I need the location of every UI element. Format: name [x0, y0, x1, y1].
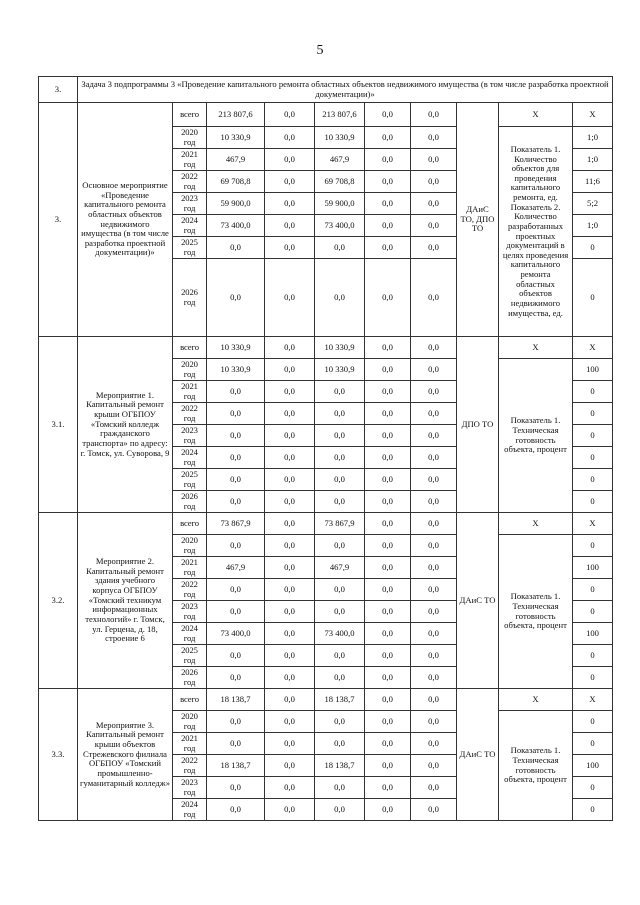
total-cell: 0,0: [207, 645, 265, 667]
indicator-name: Показатель 1. Техническая готовность объекта, процент: [499, 535, 573, 689]
period-cell: 2026 год: [173, 491, 207, 513]
indicator-value-cell: 100: [573, 755, 613, 777]
extra-cell: 0,0: [411, 337, 457, 359]
extra-cell: 0,0: [411, 259, 457, 337]
local-cell: 0,0: [365, 337, 411, 359]
local-cell: 0,0: [365, 667, 411, 689]
local-cell: 0,0: [365, 645, 411, 667]
regional-cell: 73 400,0: [315, 623, 365, 645]
period-cell: 2025 год: [173, 237, 207, 259]
extra-cell: 0,0: [411, 777, 457, 799]
period-cell: 2022 год: [173, 579, 207, 601]
local-cell: 0,0: [365, 193, 411, 215]
regional-cell: 0,0: [315, 259, 365, 337]
indicator-value-cell: 100: [573, 623, 613, 645]
period-cell: 2021 год: [173, 149, 207, 171]
federal-cell: 0,0: [265, 337, 315, 359]
total-cell: 0,0: [207, 237, 265, 259]
indicator-value-cell: 0: [573, 579, 613, 601]
task-number: 3.: [39, 77, 78, 103]
local-cell: 0,0: [365, 733, 411, 755]
indicator-value-cell: 0: [573, 645, 613, 667]
indicator-value-cell: 0: [573, 799, 613, 821]
extra-cell: 0,0: [411, 171, 457, 193]
local-cell: 0,0: [365, 425, 411, 447]
period-cell: всего: [173, 513, 207, 535]
federal-cell: 0,0: [265, 755, 315, 777]
period-cell: 2026 год: [173, 667, 207, 689]
local-cell: 0,0: [365, 403, 411, 425]
total-cell: 0,0: [207, 733, 265, 755]
regional-cell: 0,0: [315, 403, 365, 425]
extra-cell: 0,0: [411, 799, 457, 821]
regional-cell: 10 330,9: [315, 337, 365, 359]
federal-cell: 0,0: [265, 777, 315, 799]
regional-cell: 0,0: [315, 711, 365, 733]
indicator-value-cell: 100: [573, 557, 613, 579]
federal-cell: 0,0: [265, 513, 315, 535]
extra-cell: 0,0: [411, 711, 457, 733]
extra-cell: 0,0: [411, 425, 457, 447]
table-row: [39, 689, 613, 711]
period-cell: 2024 год: [173, 215, 207, 237]
indicator-unit-x: Х: [499, 103, 573, 127]
local-cell: 0,0: [365, 623, 411, 645]
extra-cell: 0,0: [411, 215, 457, 237]
local-cell: 0,0: [365, 259, 411, 337]
federal-cell: 0,0: [265, 469, 315, 491]
period-cell: 2024 год: [173, 623, 207, 645]
extra-cell: 0,0: [411, 127, 457, 149]
local-cell: 0,0: [365, 579, 411, 601]
local-cell: 0,0: [365, 491, 411, 513]
indicator-value-cell: 0: [573, 601, 613, 623]
page-number: 5: [316, 43, 324, 58]
local-cell: 0,0: [365, 469, 411, 491]
extra-cell: 0,0: [411, 447, 457, 469]
local-cell: 0,0: [365, 557, 411, 579]
extra-cell: 0,0: [411, 733, 457, 755]
period-cell: 2025 год: [173, 645, 207, 667]
total-cell: 0,0: [207, 667, 265, 689]
federal-cell: 0,0: [265, 215, 315, 237]
extra-cell: 0,0: [411, 645, 457, 667]
federal-cell: 0,0: [265, 103, 315, 127]
period-cell: 2021 год: [173, 733, 207, 755]
period-cell: 2020 год: [173, 359, 207, 381]
federal-cell: 0,0: [265, 425, 315, 447]
regional-cell: 467,9: [315, 149, 365, 171]
federal-cell: 0,0: [265, 535, 315, 557]
extra-cell: 0,0: [411, 601, 457, 623]
indicator-value-cell: 0: [573, 237, 613, 259]
indicator-value-cell: 0: [573, 535, 613, 557]
federal-cell: 0,0: [265, 381, 315, 403]
regional-cell: 73 400,0: [315, 215, 365, 237]
indicator-name: Показатель 1. Техническая готовность объекта, процент: [499, 711, 573, 821]
period-cell: 2020 год: [173, 711, 207, 733]
extra-cell: 0,0: [411, 491, 457, 513]
regional-cell: 0,0: [315, 491, 365, 513]
indicator-value-cell: 1;0: [573, 149, 613, 171]
regional-cell: 73 867,9: [315, 513, 365, 535]
indicator-value-cell: 0: [573, 469, 613, 491]
total-cell: 10 330,9: [207, 359, 265, 381]
indicator-value-cell: Х: [573, 103, 613, 127]
extra-cell: 0,0: [411, 689, 457, 711]
total-cell: 0,0: [207, 601, 265, 623]
indicator-value-cell: 1;0: [573, 215, 613, 237]
indicator-name: Показатель 1. Количество объектов для проведения капитального ремонта, ед. Показатель 2. Количество разработанных проектных документаций в целях проведения капитального ремонта областных объектов недвижимого имущества, ед.: [499, 127, 573, 337]
local-cell: 0,0: [365, 103, 411, 127]
table-row: [39, 513, 613, 535]
federal-cell: 0,0: [265, 193, 315, 215]
extra-cell: 0,0: [411, 513, 457, 535]
federal-cell: 0,0: [265, 359, 315, 381]
period-cell: 2023 год: [173, 193, 207, 215]
local-cell: 0,0: [365, 381, 411, 403]
indicator-value-cell: 1;0: [573, 127, 613, 149]
regional-cell: 18 138,7: [315, 755, 365, 777]
indicator-value-cell: 0: [573, 425, 613, 447]
indicator-value-cell: Х: [573, 689, 613, 711]
total-cell: 0,0: [207, 535, 265, 557]
total-cell: 0,0: [207, 425, 265, 447]
period-cell: 2026 год: [173, 259, 207, 337]
local-cell: 0,0: [365, 513, 411, 535]
period-cell: 2022 год: [173, 755, 207, 777]
task-title: Задача 3 подпрограммы 3 «Проведение капитального ремонта областных объектов недвижимого имущества (в том числе разработка проектной документации)»: [78, 77, 613, 103]
indicator-value-cell: 0: [573, 381, 613, 403]
regional-cell: 213 807,6: [315, 103, 365, 127]
federal-cell: 0,0: [265, 403, 315, 425]
regional-cell: 0,0: [315, 535, 365, 557]
section-number: 3.1.: [39, 337, 78, 513]
total-cell: 69 708,8: [207, 171, 265, 193]
regional-cell: 10 330,9: [315, 359, 365, 381]
regional-cell: 0,0: [315, 425, 365, 447]
indicator-value-cell: 0: [573, 403, 613, 425]
federal-cell: 0,0: [265, 259, 315, 337]
regional-cell: 0,0: [315, 645, 365, 667]
extra-cell: 0,0: [411, 149, 457, 171]
regional-cell: 0,0: [315, 777, 365, 799]
regional-cell: 0,0: [315, 799, 365, 821]
local-cell: 0,0: [365, 799, 411, 821]
indicator-value-cell: 100: [573, 359, 613, 381]
total-cell: 10 330,9: [207, 337, 265, 359]
period-cell: 2023 год: [173, 601, 207, 623]
local-cell: 0,0: [365, 535, 411, 557]
indicator-name: Показатель 1. Техническая готовность объекта, процент: [499, 359, 573, 513]
total-cell: 0,0: [207, 403, 265, 425]
total-cell: 467,9: [207, 149, 265, 171]
federal-cell: 0,0: [265, 799, 315, 821]
indicator-value-cell: 0: [573, 733, 613, 755]
executor-cell: ДАиС ТО: [457, 513, 499, 689]
total-cell: 73 867,9: [207, 513, 265, 535]
federal-cell: 0,0: [265, 689, 315, 711]
federal-cell: 0,0: [265, 601, 315, 623]
local-cell: 0,0: [365, 777, 411, 799]
extra-cell: 0,0: [411, 359, 457, 381]
federal-cell: 0,0: [265, 127, 315, 149]
local-cell: 0,0: [365, 215, 411, 237]
extra-cell: 0,0: [411, 403, 457, 425]
extra-cell: 0,0: [411, 381, 457, 403]
period-cell: 2022 год: [173, 403, 207, 425]
section-name: Мероприятие 3. Капитальный ремонт крыши объектов Стрежевского филиала ОГБПОУ «Томский промышленно-гуманитарный колледж»: [78, 689, 173, 821]
period-cell: всего: [173, 337, 207, 359]
period-cell: 2025 год: [173, 469, 207, 491]
executor-cell: ДАиС ТО, ДПО ТО: [457, 103, 499, 337]
total-cell: 10 330,9: [207, 127, 265, 149]
period-cell: 2024 год: [173, 447, 207, 469]
local-cell: 0,0: [365, 171, 411, 193]
indicator-value-cell: 0: [573, 491, 613, 513]
indicator-unit-x: Х: [499, 337, 573, 359]
total-cell: 73 400,0: [207, 215, 265, 237]
federal-cell: 0,0: [265, 447, 315, 469]
total-cell: 213 807,6: [207, 103, 265, 127]
regional-cell: 0,0: [315, 579, 365, 601]
section-number: 3.: [39, 103, 78, 337]
total-cell: 73 400,0: [207, 623, 265, 645]
extra-cell: 0,0: [411, 557, 457, 579]
period-cell: 2020 год: [173, 127, 207, 149]
program-table: [38, 76, 613, 821]
local-cell: 0,0: [365, 711, 411, 733]
regional-cell: 0,0: [315, 733, 365, 755]
total-cell: 0,0: [207, 381, 265, 403]
regional-cell: 18 138,7: [315, 689, 365, 711]
section-name: Мероприятие 1. Капитальный ремонт крыши ОГБПОУ «Томский колледж гражданского транспорта» по адресу: г. Томск, ул. Суворова, 9: [78, 337, 173, 513]
federal-cell: 0,0: [265, 579, 315, 601]
indicator-value-cell: 5;2: [573, 193, 613, 215]
extra-cell: 0,0: [411, 469, 457, 491]
federal-cell: 0,0: [265, 557, 315, 579]
local-cell: 0,0: [365, 149, 411, 171]
section-name: Основное мероприятие «Проведение капитального ремонта областных объектов недвижимого имущества (в том числе разработка проектной документации)»: [78, 103, 173, 337]
local-cell: 0,0: [365, 447, 411, 469]
extra-cell: 0,0: [411, 755, 457, 777]
section-name: Мероприятие 2. Капитальный ремонт здания учебного корпуса ОГБПОУ «Томский техникум информационных технологий» г. Томск, ул. Герцена, д. 18, строение 6: [78, 513, 173, 689]
executor-cell: ДАиС ТО: [457, 689, 499, 821]
indicator-value-cell: 0: [573, 667, 613, 689]
total-cell: 0,0: [207, 799, 265, 821]
task-row: [39, 77, 613, 103]
federal-cell: 0,0: [265, 645, 315, 667]
extra-cell: 0,0: [411, 193, 457, 215]
total-cell: 59 900,0: [207, 193, 265, 215]
extra-cell: 0,0: [411, 535, 457, 557]
extra-cell: 0,0: [411, 579, 457, 601]
federal-cell: 0,0: [265, 733, 315, 755]
regional-cell: 0,0: [315, 469, 365, 491]
section-number: 3.2.: [39, 513, 78, 689]
total-cell: 0,0: [207, 579, 265, 601]
federal-cell: 0,0: [265, 237, 315, 259]
regional-cell: 59 900,0: [315, 193, 365, 215]
local-cell: 0,0: [365, 689, 411, 711]
indicator-value-cell: 0: [573, 259, 613, 337]
total-cell: 0,0: [207, 777, 265, 799]
indicator-unit-x: Х: [499, 513, 573, 535]
regional-cell: 0,0: [315, 381, 365, 403]
period-cell: 2023 год: [173, 777, 207, 799]
extra-cell: 0,0: [411, 667, 457, 689]
extra-cell: 0,0: [411, 103, 457, 127]
regional-cell: 10 330,9: [315, 127, 365, 149]
local-cell: 0,0: [365, 359, 411, 381]
federal-cell: 0,0: [265, 491, 315, 513]
period-cell: 2023 год: [173, 425, 207, 447]
total-cell: 467,9: [207, 557, 265, 579]
local-cell: 0,0: [365, 755, 411, 777]
regional-cell: 0,0: [315, 447, 365, 469]
period-cell: 2021 год: [173, 557, 207, 579]
federal-cell: 0,0: [265, 149, 315, 171]
federal-cell: 0,0: [265, 667, 315, 689]
period-cell: 2021 год: [173, 381, 207, 403]
extra-cell: 0,0: [411, 237, 457, 259]
extra-cell: 0,0: [411, 623, 457, 645]
federal-cell: 0,0: [265, 171, 315, 193]
total-cell: 0,0: [207, 259, 265, 337]
executor-cell: ДПО ТО: [457, 337, 499, 513]
local-cell: 0,0: [365, 237, 411, 259]
total-cell: 0,0: [207, 491, 265, 513]
period-cell: 2020 год: [173, 535, 207, 557]
indicator-value-cell: 0: [573, 711, 613, 733]
federal-cell: 0,0: [265, 623, 315, 645]
period-cell: 2022 год: [173, 171, 207, 193]
local-cell: 0,0: [365, 127, 411, 149]
table-row: [39, 103, 613, 127]
indicator-value-cell: Х: [573, 513, 613, 535]
total-cell: 18 138,7: [207, 755, 265, 777]
total-cell: 0,0: [207, 469, 265, 491]
total-cell: 0,0: [207, 447, 265, 469]
federal-cell: 0,0: [265, 711, 315, 733]
total-cell: 18 138,7: [207, 689, 265, 711]
local-cell: 0,0: [365, 601, 411, 623]
regional-cell: 0,0: [315, 237, 365, 259]
indicator-value-cell: Х: [573, 337, 613, 359]
indicator-value-cell: 0: [573, 777, 613, 799]
total-cell: 0,0: [207, 711, 265, 733]
section-number: 3.3.: [39, 689, 78, 821]
indicator-value-cell: 11;6: [573, 171, 613, 193]
period-cell: всего: [173, 103, 207, 127]
period-cell: всего: [173, 689, 207, 711]
regional-cell: 69 708,8: [315, 171, 365, 193]
regional-cell: 0,0: [315, 601, 365, 623]
period-cell: 2024 год: [173, 799, 207, 821]
regional-cell: 467,9: [315, 557, 365, 579]
indicator-unit-x: Х: [499, 689, 573, 711]
regional-cell: 0,0: [315, 667, 365, 689]
indicator-value-cell: 0: [573, 447, 613, 469]
table-row: [39, 337, 613, 359]
